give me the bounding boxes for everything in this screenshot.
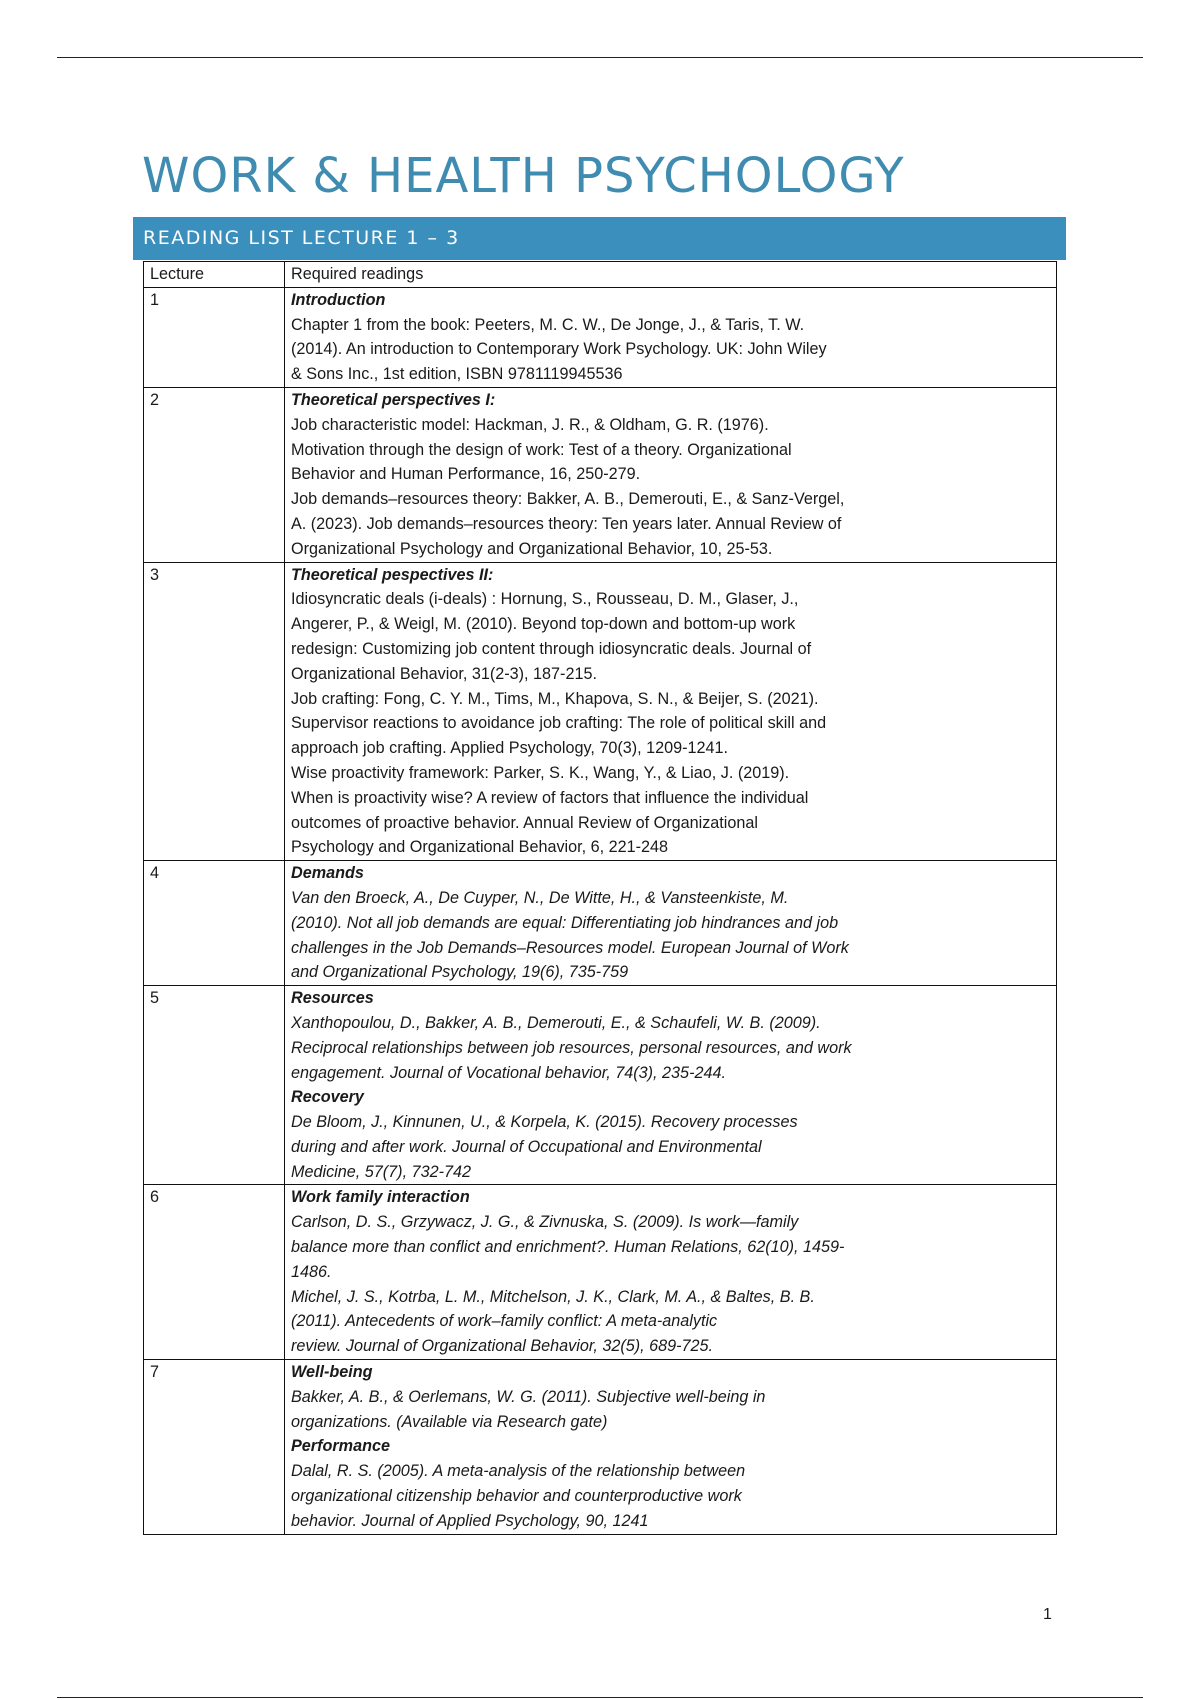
reading-topic-heading: Well-being [291, 1363, 373, 1382]
reading-reference-line: Organizational Psychology and Organizational Behavior, 10, 25-53. [291, 539, 773, 558]
reading-reference-line: Chapter 1 from the book: Peeters, M. C. W., De Jonge, J., & Taris, T. W. [291, 315, 805, 334]
header-lecture: Lecture [144, 262, 285, 288]
readings-cell [285, 287, 1057, 387]
header-required-readings: Required readings [285, 262, 1057, 288]
reading-reference-line: outcomes of proactive behavior. Annual Review of Organizational [291, 813, 759, 832]
reading-topic-heading: Theoretical perspectives I: [291, 390, 496, 409]
reading-reference-line: Medicine, 57(7), 732-742 [291, 1162, 471, 1181]
readings-cell [285, 861, 1057, 986]
reading-reference-line: Organizational Behavior, 31(2-3), 187-215. [291, 664, 597, 683]
readings-cell [285, 986, 1057, 1185]
section-band: READING LIST LECTURE 1 – 3 [133, 217, 1066, 260]
table-row [144, 861, 1057, 986]
reading-reference-line: Van den Broeck, A., De Cuyper, N., De Witte, H., & Vansteenkiste, M. [291, 888, 789, 907]
table-row [144, 1360, 1057, 1535]
document-title: WORK & HEALTH PSYCHOLOGY [142, 148, 905, 204]
reading-reference-line: organizational citizenship behavior and counterproductive work [291, 1487, 742, 1506]
reading-reference-line: Angerer, P., & Weigl, M. (2010). Beyond top-down and bottom-up work [291, 615, 796, 634]
reading-reference-line: organizations. (Available via Research gate) [291, 1412, 608, 1431]
reading-topic-heading: Introduction [291, 290, 386, 309]
reading-reference-line: balance more than conflict and enrichment?. Human Relations, 62(10), 1459- [291, 1238, 845, 1257]
reading-reference-line: Motivation through the design of work: Test of a theory. Organizational [291, 440, 792, 459]
readings-cell [285, 562, 1057, 861]
reading-topic-heading: Work family interaction [291, 1188, 470, 1207]
reading-reference-line: redesign: Customizing job content through idiosyncratic deals. Journal of [291, 639, 812, 658]
reading-reference-line: Reciprocal relationships between job resources, personal resources, and work [291, 1038, 852, 1057]
reading-reference-line: engagement. Journal of Vocational behavior, 74(3), 235-244. [291, 1063, 726, 1082]
table-row [144, 562, 1057, 861]
lecture-number: 3 [144, 562, 285, 861]
lecture-number: 5 [144, 986, 285, 1185]
reading-reference-line: and Organizational Psychology, 19(6), 735-759 [291, 963, 629, 982]
reading-topic-heading: Recovery [291, 1088, 364, 1107]
reading-reference-line: (2014). An introduction to Contemporary Work Psychology. UK: John Wiley [291, 340, 827, 359]
readings-cell [285, 1185, 1057, 1360]
readings-cell [285, 1360, 1057, 1535]
header-rule [57, 57, 1143, 58]
reading-reference-line: behavior. Journal of Applied Psychology, 90, 1241 [291, 1511, 649, 1530]
footer-rule [57, 1697, 1143, 1698]
table-row [144, 1185, 1057, 1360]
reading-reference-line: Psychology and Organizational Behavior, 6, 221-248 [291, 838, 669, 857]
lecture-number: 7 [144, 1360, 285, 1535]
readings-cell [285, 387, 1057, 562]
reading-reference-line: challenges in the Job Demands–Resources model. European Journal of Work [291, 938, 849, 957]
lecture-number: 4 [144, 861, 285, 986]
table-row [144, 986, 1057, 1185]
reading-reference-line: review. Journal of Organizational Behavior, 32(5), 689-725. [291, 1337, 714, 1356]
reading-reference-line: Michel, J. S., Kotrba, L. M., Mitchelson, J. K., Clark, M. A., & Baltes, B. B. [291, 1287, 815, 1306]
reading-reference-line: Carlson, D. S., Grzywacz, J. G., & Zivnuska, S. (2009). Is work—family [291, 1213, 799, 1232]
reading-reference-line: 1486. [291, 1262, 332, 1281]
reading-reference-line: during and after work. Journal of Occupational and Environmental [291, 1137, 762, 1156]
reading-reference-line: Behavior and Human Performance, 16, 250-279. [291, 465, 641, 484]
reading-reference-line: Idiosyncratic deals (i-deals) : Hornung, S., Rousseau, D. M., Glaser, J., [291, 590, 799, 609]
reading-reference-line: Wise proactivity framework: Parker, S. K., Wang, Y., & Liao, J. (2019). [291, 763, 790, 782]
reading-reference-line: Bakker, A. B., & Oerlemans, W. G. (2011). Subjective well-being in [291, 1387, 766, 1406]
reading-reference-line: (2010). Not all job demands are equal: Differentiating job hindrances and job [291, 913, 839, 932]
lecture-number: 6 [144, 1185, 285, 1360]
reading-reference-line: Xanthopoulou, D., Bakker, A. B., Demerouti, E., & Schaufeli, W. B. (2009). [291, 1013, 821, 1032]
reading-topic-heading: Resources [291, 989, 374, 1008]
reading-reference-line: When is proactivity wise? A review of factors that influence the individual [291, 788, 809, 807]
reading-topic-heading: Performance [291, 1437, 390, 1456]
lecture-number: 2 [144, 387, 285, 562]
lecture-number: 1 [144, 287, 285, 387]
reading-reference-line: De Bloom, J., Kinnunen, U., & Korpela, K. (2015). Recovery processes [291, 1113, 798, 1132]
reading-list-table [143, 261, 1057, 1535]
reading-reference-line: Job crafting: Fong, C. Y. M., Tims, M., Khapova, S. N., & Beijer, S. (2021). [291, 689, 819, 708]
reading-reference-line: Job demands–resources theory: Bakker, A. B., Demerouti, E., & Sanz-Vergel, [291, 490, 845, 509]
reading-topic-heading: Demands [291, 864, 364, 883]
page-number: 1 [1043, 1606, 1052, 1623]
reading-reference-line: approach job crafting. Applied Psychology, 70(3), 1209-1241. [291, 739, 729, 758]
table-header-row [144, 262, 1057, 288]
reading-reference-line: Job characteristic model: Hackman, J. R., & Oldham, G. R. (1976). [291, 415, 769, 434]
reading-reference-line: A. (2023). Job demands–resources theory: Ten years later. Annual Review of [291, 514, 842, 533]
reading-reference-line: & Sons Inc., 1st edition, ISBN 9781119945536 [291, 365, 623, 384]
reading-reference-line: (2011). Antecedents of work–family conflict: A meta-analytic [291, 1312, 718, 1331]
reading-reference-line: Dalal, R. S. (2005). A meta-analysis of the relationship between [291, 1462, 746, 1481]
reading-reference-line: Supervisor reactions to avoidance job crafting: The role of political skill and [291, 714, 827, 733]
reading-topic-heading: Theoretical pespectives II: [291, 565, 494, 584]
table-row [144, 387, 1057, 562]
table-row [144, 287, 1057, 387]
